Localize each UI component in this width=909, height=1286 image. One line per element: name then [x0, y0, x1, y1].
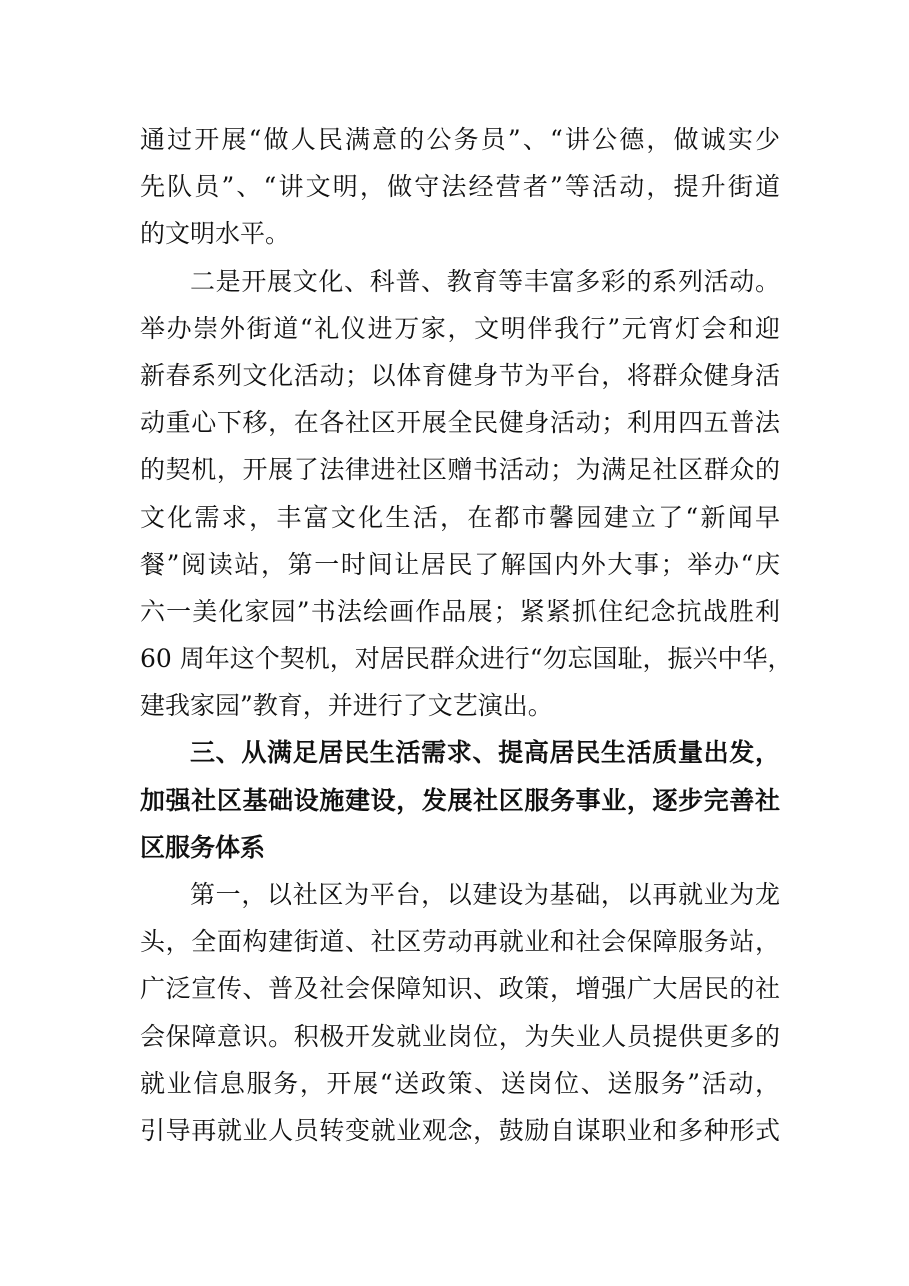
text-line: 建我家园”教育，并进行了文艺演出。 — [140, 691, 553, 721]
text-line: 先队员”、“讲文明，做守法经营者”等活动，提升街道 — [140, 172, 780, 202]
text-line: 二是开展文化、科普、教育等丰富多彩的系列活动。 — [190, 266, 780, 296]
section-heading-3 — [140, 729, 780, 871]
paragraph-1 — [140, 116, 780, 258]
text-line: 引导再就业人员转变就业观念，鼓励自谋职业和多种形式 — [140, 1115, 780, 1145]
text-line: 60 周年这个契机，对居民群众进行“勿忘国耻，振兴中华， — [140, 644, 793, 674]
text-line: 文化需求，丰富文化生活，在都市馨园建立了“新闻早 — [140, 502, 780, 532]
text-line: 的文明水平。 — [140, 219, 291, 249]
text-line: 就业信息服务，开展“送政策、送岗位、送服务”活动， — [140, 1068, 780, 1098]
text-line: 举办崇外街道“礼仪进万家，文明伴我行”元宵灯会和迎 — [140, 313, 780, 343]
text-line: 餐”阅读站，第一时间让居民了解国内外大事；举办“庆 — [140, 549, 780, 579]
heading-line: 加强社区基础设施建设，发展社区服务事业，逐步完善社 — [140, 785, 780, 815]
paragraph-4 — [140, 871, 780, 1154]
document-body — [140, 116, 793, 1154]
text-line: 的契机，开展了法律进社区赠书活动；为满足社区群众的 — [140, 455, 780, 485]
text-line: 第一，以社区为平台，以建设为基础，以再就业为龙 — [190, 880, 780, 909]
text-line: 新春系列文化活动；以体育健身节为平台，将群众健身活 — [140, 360, 780, 390]
text-line: 动重心下移，在各社区开展全民健身活动；利用四五普法 — [140, 408, 780, 438]
paragraph-2 — [140, 258, 793, 730]
heading-line: 区服务体系 — [140, 832, 266, 862]
text-line: 六一美化家园”书法绘画作品展；紧紧抓住纪念抗战胜利 — [140, 596, 780, 626]
text-line: 会保障意识。积极开发就业岗位，为失业人员提供更多的 — [140, 1021, 780, 1051]
heading-line: 三、从满足居民生活需求、提高居民生活质量出发， — [190, 738, 780, 768]
text-line: 通过开展“做人民满意的公务员”、“讲公德，做诚实少 — [140, 125, 780, 154]
text-line: 头，全面构建街道、社区劳动再就业和社会保障服务站， — [140, 927, 780, 957]
text-line: 广泛宣传、普及社会保障知识、政策，增强广大居民的社 — [140, 974, 780, 1004]
